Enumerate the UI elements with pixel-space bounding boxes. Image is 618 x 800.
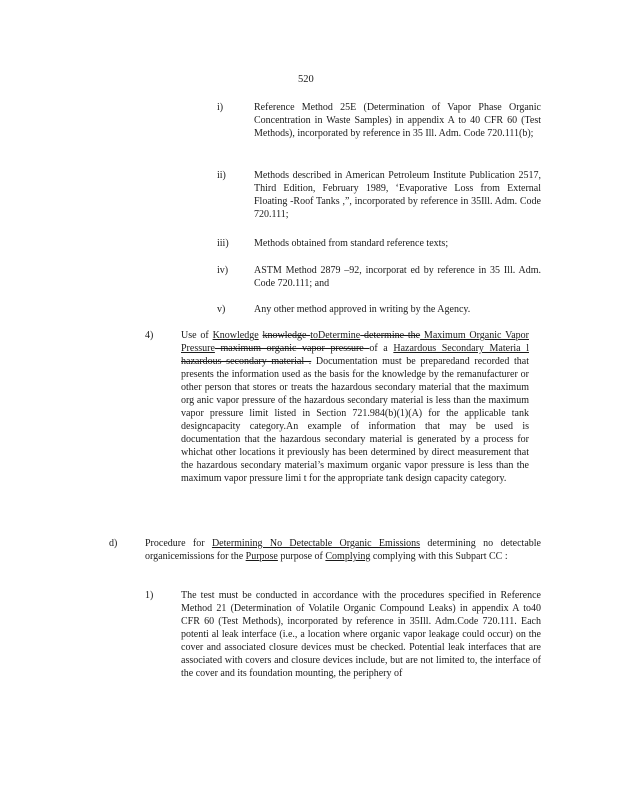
inserted-text: Hazardous Secondary Materia l [393, 343, 529, 354]
item-label: i) [217, 102, 224, 113]
item-label: iii) [217, 238, 229, 249]
text-run: Procedure for [145, 538, 212, 549]
item-label: d) [109, 538, 118, 549]
page-number: 520 [298, 74, 314, 85]
item-label: 4) [145, 330, 154, 341]
inserted-text: to [310, 330, 319, 341]
inserted-text: Complying [325, 551, 371, 562]
paragraph-item-4 [181, 329, 529, 485]
list-item-text: Methods obtained from standard reference texts; [254, 238, 449, 249]
item-label: ii) [217, 170, 226, 181]
deleted-text: hazardous secondary material . [181, 356, 312, 367]
list-item-text: Methods described in American Petroleum Institute Publication 2517, Third Edition, February 1989, ‘Evaporative Loss from External Floating -Roof Tanks ,”, incorporated by reference in 35Ill. Adm. Code 720.111; [254, 170, 541, 220]
text-run: determining no detectable organicemissions for the [145, 538, 541, 562]
inserted-text: Knowledge [212, 330, 259, 341]
text-run: Documentation must be preparedand recorded that presents the information used as the basis for the knowledge by the remanufacturer or other person that stores or treats the hazardous secondary material that the maximum org anic vapor pressure of the hazardous secondary material is less than the maximum vapor pressure limit listed in Section 721.984(b)(1)(A) for the applicable tank designcapacity category.An example of information that may be used is documentation that the hazardous secondary material is generated by a process for whichat other locations it previously has been determined by direct measurement that the hazardous secondary material’s maximum organic vapor pressure is less than the maximum vapor pressure limi t for the appropriate tank design capacity category. [181, 356, 529, 484]
list-item-text: ASTM Method 2879 –92, incorporat ed by reference in 35 Ill. Adm. Code 720.111; and [254, 265, 541, 289]
item-label: iv) [217, 265, 229, 276]
text-run: Use of [181, 330, 213, 341]
text-run: complying with this Subpart CC : [370, 551, 508, 562]
text-run: purpose of [277, 551, 326, 562]
deleted-text: maximum organic vapor pressure [214, 343, 370, 354]
paragraph-item-d [145, 537, 541, 563]
item-label: 1) [145, 590, 154, 601]
list-item-text: Reference Method 25E (Determination of Vapor Phase Organic Concentration in Waste Samples) in appendix A to 40 CFR 60 (Test Methods), incorporated by reference in 35 Ill. Adm. Code 720.111(b); [254, 102, 541, 139]
list-item-text: Any other method approved in writing by the Agency. [254, 304, 471, 315]
deleted-text: knowledge [262, 330, 311, 341]
paragraph-item-d1: The test must be conducted in accordance with the procedures specified in Reference Method 21 (Determination of Volatile Organic Compound Leaks) in appendix A to40 CFR 60 (Test Methods), incorporated by reference in 35Ill. Adm.Code 720.111. Each potenti al leak interface (i.e., a location where organic vapor leakage could occur) on the cover and associated closure devices must be checked. Potential leak interfaces that are associated with covers and closure devices include, but are not limited to, the interface of the cover and its foundation mounting, the periphery of [181, 590, 541, 679]
inserted-text: Determine [318, 330, 361, 341]
text-run: of a [369, 343, 394, 354]
inserted-text: Purpose [245, 551, 278, 562]
inserted-text: Maximum Organic Vapor Pressure [181, 330, 529, 354]
item-label: v) [217, 304, 226, 315]
deleted-text: determine the [360, 330, 421, 341]
inserted-text: Determining No Detectable Organic Emissions [211, 538, 421, 549]
